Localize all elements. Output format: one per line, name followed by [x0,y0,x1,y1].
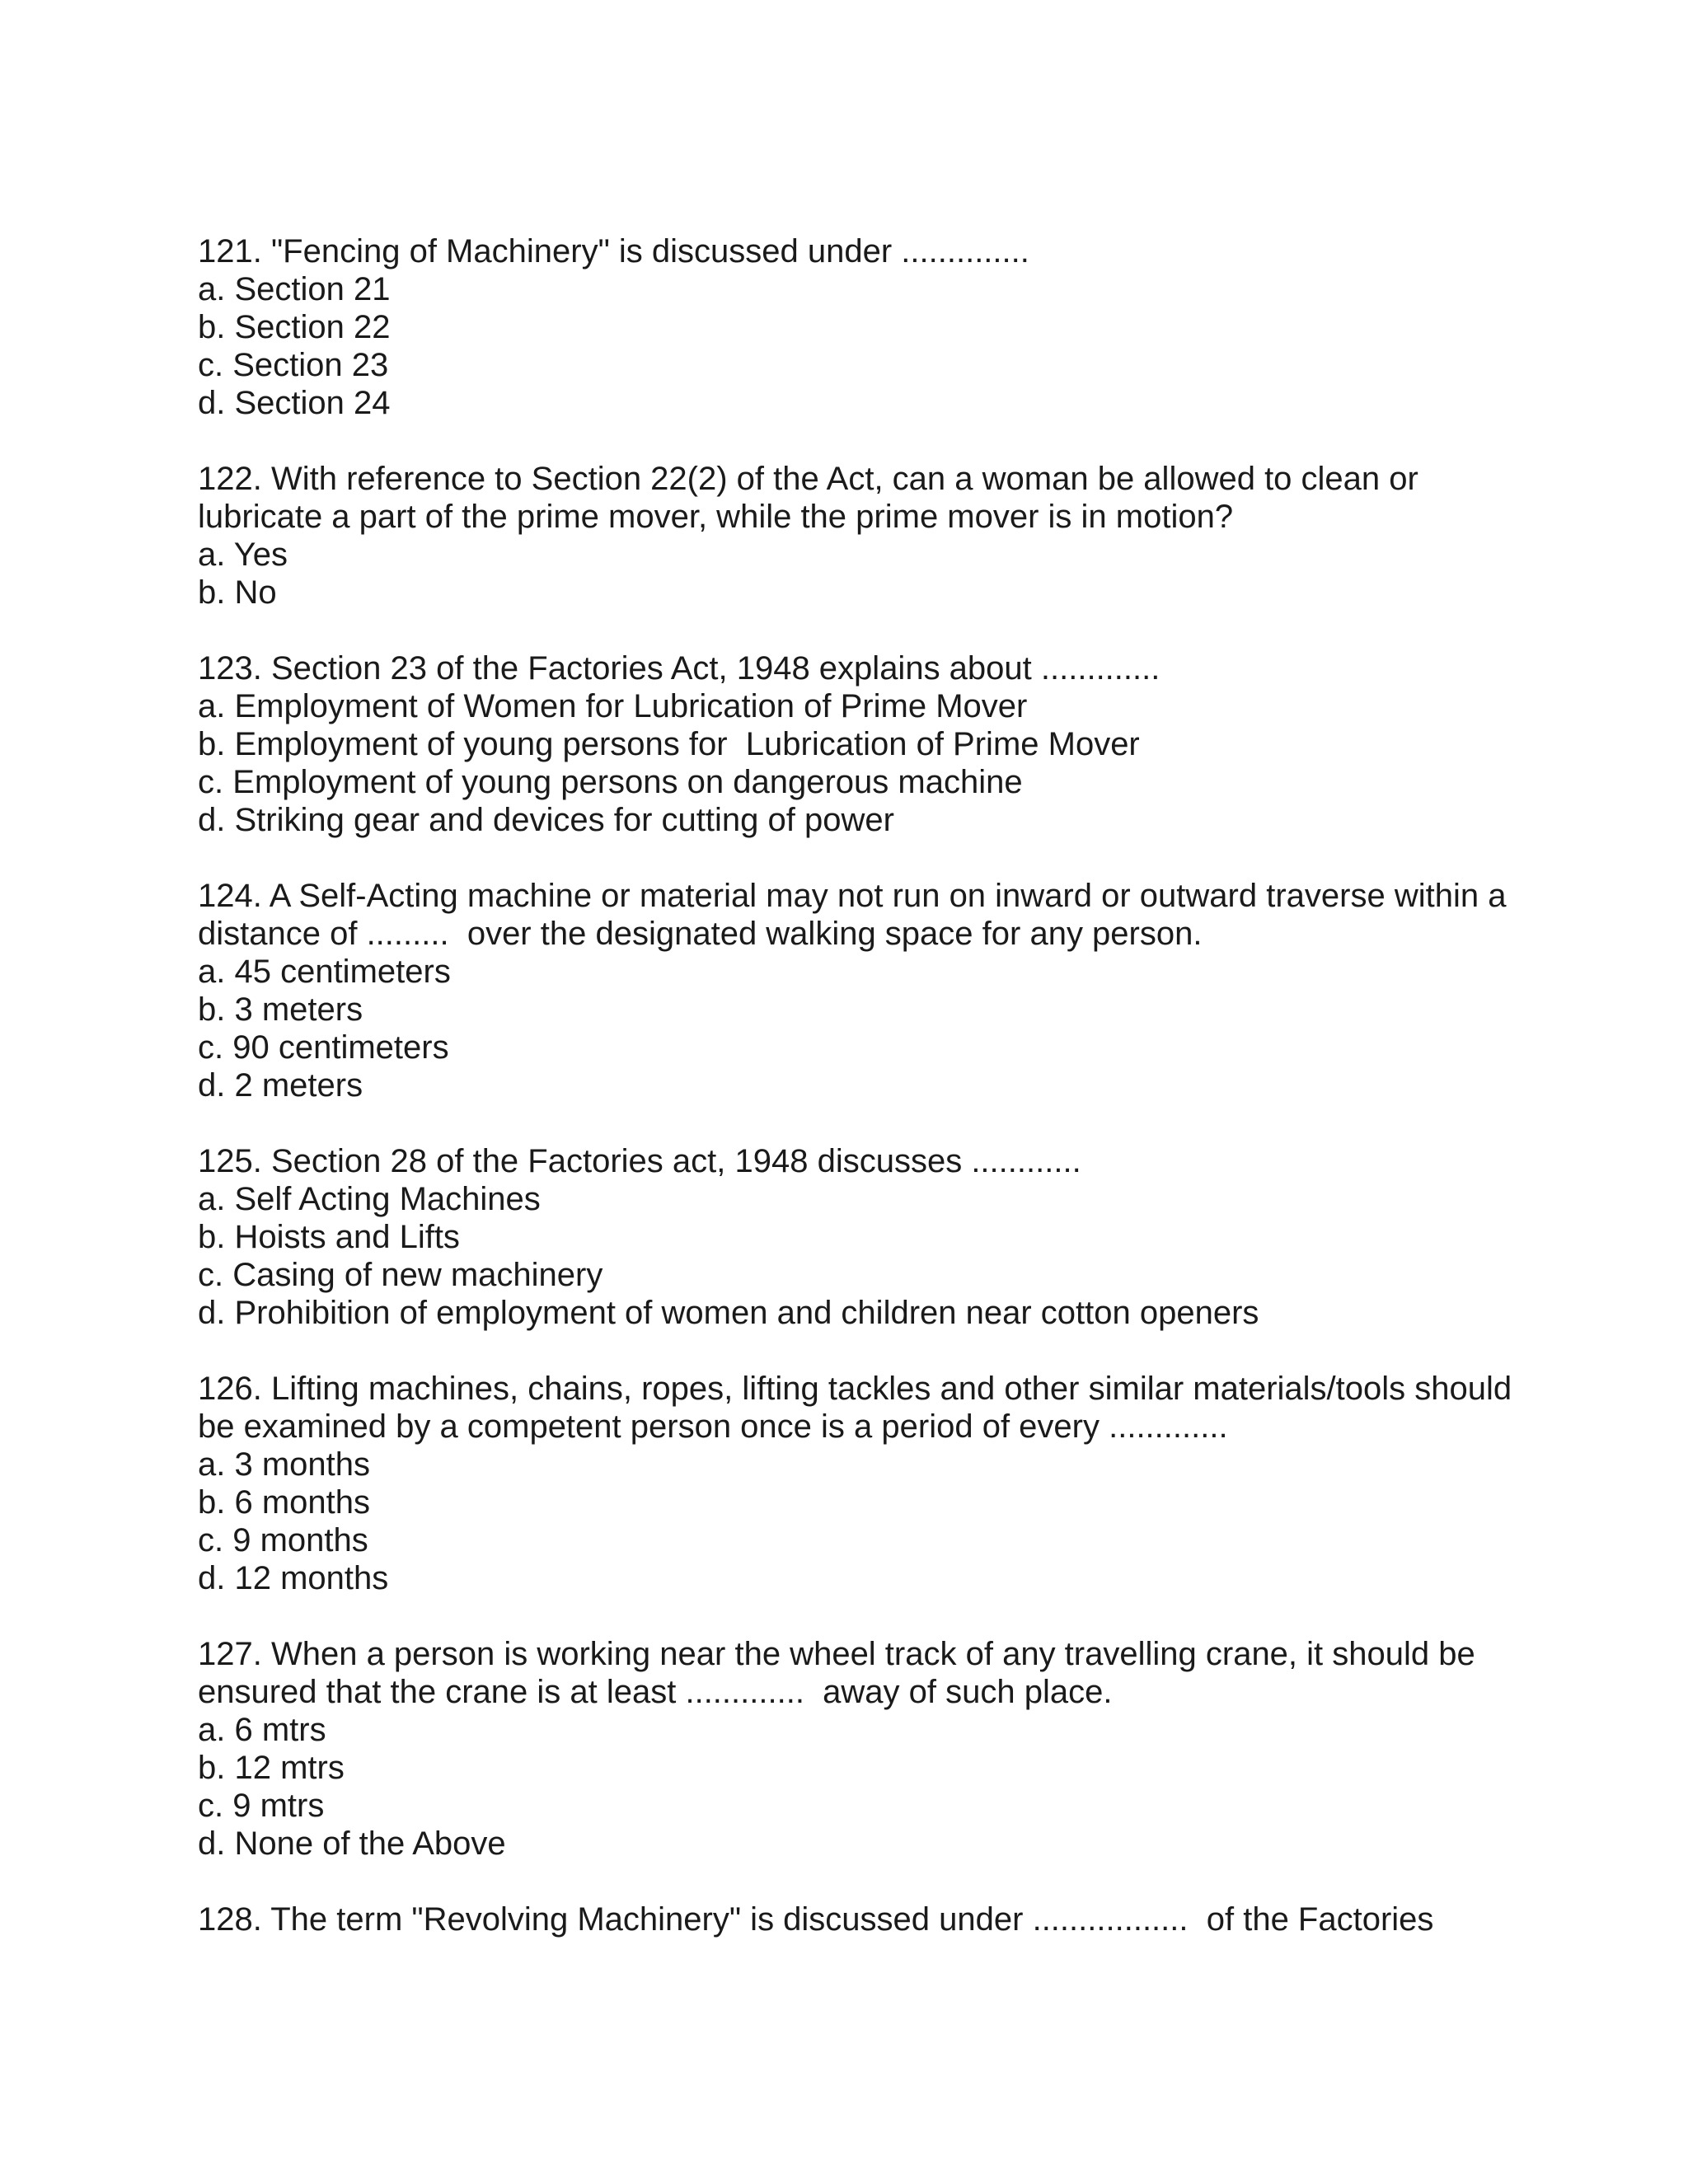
option-c: c. Casing of new machinery [198,1257,603,1293]
option-b: b. Employment of young persons for Lubrication of Prime Mover [198,726,1140,762]
option-d: d. None of the Above [198,1825,506,1862]
option-d: d. 12 months [198,1560,389,1596]
option-a: a. 6 mtrs [198,1712,326,1748]
question-text: 122. With reference to Section 22(2) of the Act, can a woman be allowed to clean or lubricate a part of the prime mover, while the prime mover is in motion? [198,461,1428,535]
option-b: b. No [198,574,277,611]
question-text: 124. A Self-Acting machine or material may not run on inward or outward traverse within a distance of ......... over the designated walking space for any person. [198,878,1516,952]
question-128 [198,1900,1550,1938]
question-text: 123. Section 23 of the Factories Act, 1948 explains about ............. [198,650,1160,687]
option-c: c. 90 centimeters [198,1029,449,1066]
option-a: a. Yes [198,537,288,573]
option-b: b. 12 mtrs [198,1750,345,1786]
option-b: b. Section 22 [198,309,391,345]
option-c: c. 9 mtrs [198,1788,325,1824]
option-b: b. 6 months [198,1484,371,1521]
question-125 [198,1142,1550,1332]
option-c: c. 9 months [198,1522,368,1558]
option-b: b. 3 meters [198,991,363,1028]
option-c: c. Section 23 [198,347,389,383]
question-text: 128. The term "Revolving Machinery" is discussed under ................. of the Factories [198,1901,1434,1938]
option-a: a. Self Acting Machines [198,1181,541,1217]
option-a: a. 3 months [198,1446,371,1483]
question-text: 126. Lifting machines, chains, ropes, lifting tackles and other similar materials/tools should be examined by a competent person once is a period of every ............. [198,1371,1522,1445]
question-126 [198,1370,1550,1597]
question-123 [198,649,1550,839]
question-text: 121. "Fencing of Machinery" is discussed under .............. [198,233,1029,269]
option-a: a. 45 centimeters [198,954,451,990]
option-d: d. 2 meters [198,1067,363,1104]
option-b: b. Hoists and Lifts [198,1219,460,1255]
question-text: 127. When a person is working near the wheel track of any travelling crane, it should be ensured that the crane is at least ............. away of such place. [198,1636,1484,1710]
question-121 [198,232,1550,422]
question-list [198,232,1550,1976]
option-d: d. Section 24 [198,385,391,421]
question-127 [198,1635,1550,1863]
option-a: a. Section 21 [198,271,391,307]
question-124 [198,877,1550,1104]
option-d: d. Prohibition of employment of women and children near cotton openers [198,1295,1259,1331]
question-text: 125. Section 28 of the Factories act, 1948 discusses ............ [198,1143,1081,1179]
question-122 [198,460,1550,612]
option-d: d. Striking gear and devices for cutting of power [198,802,894,838]
option-c: c. Employment of young persons on dangerous machine [198,764,1023,800]
option-a: a. Employment of Women for Lubrication of Prime Mover [198,688,1028,724]
